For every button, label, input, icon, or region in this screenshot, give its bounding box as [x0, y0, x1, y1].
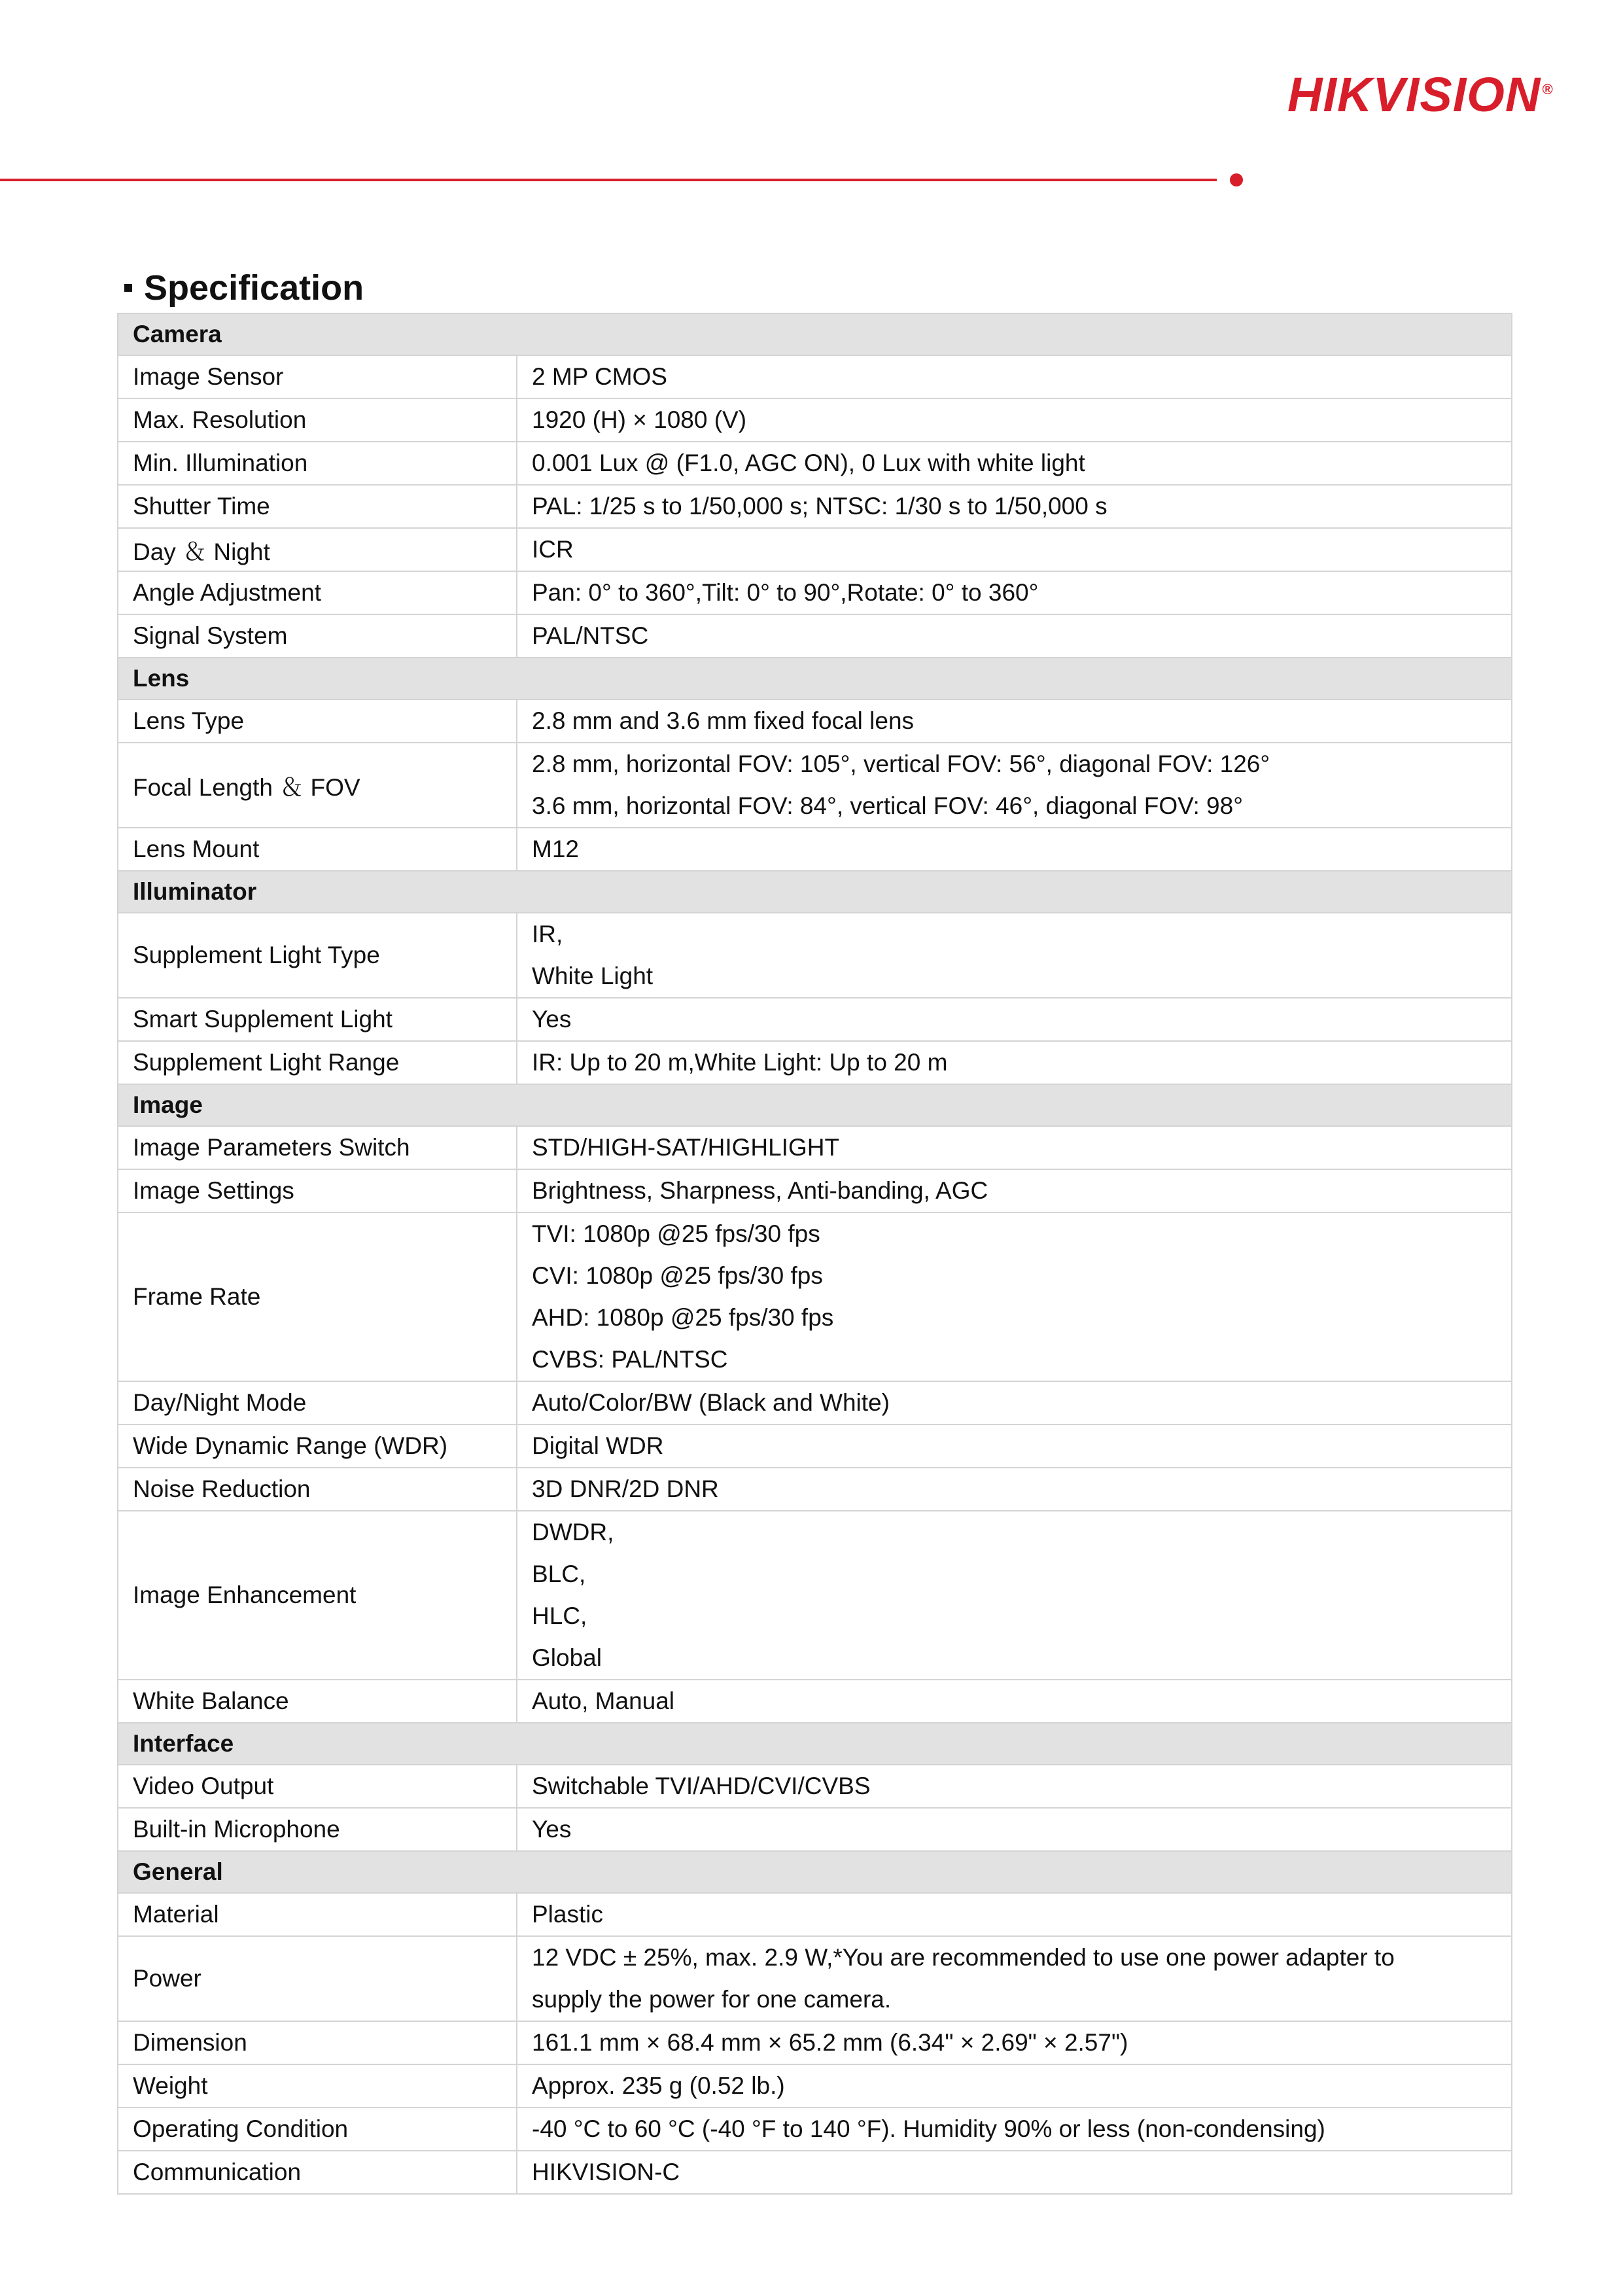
spec-value	[517, 1893, 1512, 1936]
table-row	[118, 1808, 1512, 1851]
spec-label: Material	[118, 1893, 517, 1936]
spec-value	[517, 1511, 1512, 1680]
spec-label: Day ＆ Night	[118, 528, 517, 571]
spec-value	[517, 2021, 1512, 2064]
spec-value-line: STD/HIGH-SAT/HIGHLIGHT	[532, 1134, 840, 1161]
table-row	[118, 1381, 1512, 1424]
table-row	[118, 1893, 1512, 1936]
spec-value-line: Auto/Color/BW (Black and White)	[532, 1389, 890, 1416]
spec-value	[517, 1381, 1512, 1424]
spec-value-line: 161.1 mm × 68.4 mm × 65.2 mm (6.34" × 2.69" × 2.57")	[532, 2029, 1128, 2056]
spec-value-line: -40 °C to 60 °C (-40 °F to 140 °F). Humidity 90% or less (non-condensing)	[532, 2115, 1325, 2142]
spec-value	[517, 828, 1512, 871]
spec-value-line: 1920 (H) × 1080 (V)	[532, 406, 747, 433]
spec-value-line: M12	[532, 836, 579, 862]
spec-label: Power	[118, 1936, 517, 2021]
spec-value	[517, 699, 1512, 743]
spec-label: Smart Supplement Light	[118, 998, 517, 1041]
spec-value-line: 2.8 mm, horizontal FOV: 105°, vertical FOV: 56°, diagonal FOV: 126°	[532, 751, 1270, 777]
section-header-row	[118, 1084, 1512, 1126]
table-row	[118, 571, 1512, 614]
section-title: Illuminator	[118, 871, 1512, 913]
logo-text: HIKVISION	[1287, 67, 1541, 122]
spec-label: Max. Resolution	[118, 398, 517, 442]
spec-label: Signal System	[118, 614, 517, 658]
spec-value-line: Yes	[532, 1006, 572, 1033]
spec-label: Weight	[118, 2064, 517, 2108]
spec-label: White Balance	[118, 1680, 517, 1723]
spec-value-line: supply the power for one camera.	[532, 1986, 892, 2013]
spec-label: Angle Adjustment	[118, 571, 517, 614]
spec-value	[517, 355, 1512, 398]
page-title-text: Specification	[144, 268, 364, 308]
spec-value-line: Plastic	[532, 1901, 603, 1928]
spec-value-line: 12 VDC ± 25%, max. 2.9 W,*You are recommended to use one power adapter to	[532, 1944, 1395, 1971]
spec-label: Frame Rate	[118, 1212, 517, 1381]
spec-label: Day/Night Mode	[118, 1381, 517, 1424]
square-bullet-icon	[124, 284, 132, 292]
spec-value	[517, 528, 1512, 571]
section-header-row	[118, 658, 1512, 699]
spec-value-line: CVI: 1080p @25 fps/30 fps	[532, 1262, 823, 1289]
table-row	[118, 2021, 1512, 2064]
spec-value-line: TVI: 1080p @25 fps/30 fps	[532, 1220, 820, 1247]
table-row	[118, 913, 1512, 998]
spec-value-line: White Light	[532, 963, 654, 989]
spec-value	[517, 1765, 1512, 1808]
spec-value-line: AHD: 1080p @25 fps/30 fps	[532, 1304, 834, 1331]
table-row	[118, 1424, 1512, 1468]
spec-value-line: Digital WDR	[532, 1432, 664, 1459]
section-title: Lens	[118, 658, 1512, 699]
table-row	[118, 1212, 1512, 1381]
spec-label: Min. Illumination	[118, 442, 517, 485]
section-header-row	[118, 313, 1512, 355]
section-title: General	[118, 1851, 1512, 1893]
spec-value-line: Auto, Manual	[532, 1687, 675, 1714]
spec-value	[517, 1126, 1512, 1169]
table-row	[118, 699, 1512, 743]
spec-value	[517, 1041, 1512, 1084]
spec-label: Lens Type	[118, 699, 517, 743]
spec-label: Image Parameters Switch	[118, 1126, 517, 1169]
table-row	[118, 1680, 1512, 1723]
spec-label: Video Output	[118, 1765, 517, 1808]
spec-label: Dimension	[118, 2021, 517, 2064]
spec-value-line: PAL/NTSC	[532, 622, 649, 649]
spec-value	[517, 998, 1512, 1041]
spec-label: Supplement Light Range	[118, 1041, 517, 1084]
spec-value	[517, 743, 1512, 828]
table-row	[118, 1511, 1512, 1680]
registered-mark: ®	[1542, 81, 1554, 98]
spec-label: Noise Reduction	[118, 1468, 517, 1511]
spec-value	[517, 2151, 1512, 2194]
spec-value-line: HIKVISION-C	[532, 2159, 680, 2185]
spec-value	[517, 2108, 1512, 2151]
spec-value	[517, 1169, 1512, 1212]
spec-value-line: DWDR,	[532, 1519, 614, 1545]
table-row	[118, 398, 1512, 442]
table-row	[118, 1041, 1512, 1084]
spec-value	[517, 913, 1512, 998]
spec-label: Operating Condition	[118, 2108, 517, 2151]
spec-value-line: CVBS: PAL/NTSC	[532, 1346, 728, 1373]
spec-label: Image Settings	[118, 1169, 517, 1212]
spec-value	[517, 1680, 1512, 1723]
spec-value	[517, 1468, 1512, 1511]
table-row	[118, 355, 1512, 398]
spec-value-line: Switchable TVI/AHD/CVI/CVBS	[532, 1773, 871, 1799]
table-row	[118, 485, 1512, 528]
table-row	[118, 528, 1512, 571]
spec-value	[517, 442, 1512, 485]
section-header-row	[118, 871, 1512, 913]
hikvision-logo	[1287, 67, 1554, 122]
table-row	[118, 2064, 1512, 2108]
header-divider	[0, 179, 1217, 181]
section-header-row	[118, 1723, 1512, 1765]
spec-label: Wide Dynamic Range (WDR)	[118, 1424, 517, 1468]
spec-value-line: PAL: 1/25 s to 1/50,000 s; NTSC: 1/30 s to 1/50,000 s	[532, 493, 1108, 520]
spec-label: Built-in Microphone	[118, 1808, 517, 1851]
section-title: Interface	[118, 1723, 1512, 1765]
table-row	[118, 1126, 1512, 1169]
spec-value	[517, 398, 1512, 442]
spec-value	[517, 1424, 1512, 1468]
section-title: Camera	[118, 313, 1512, 355]
spec-value-line: IR: Up to 20 m,White Light: Up to 20 m	[532, 1049, 948, 1076]
section-header-row	[118, 1851, 1512, 1893]
spec-value-line: HLC,	[532, 1602, 587, 1629]
spec-value	[517, 2064, 1512, 2108]
spec-value	[517, 485, 1512, 528]
spec-label: Image Enhancement	[118, 1511, 517, 1680]
spec-value-line: ICR	[532, 536, 574, 563]
spec-value	[517, 571, 1512, 614]
spec-value-line: Yes	[532, 1816, 572, 1843]
spec-value-line: 2.8 mm and 3.6 mm fixed focal lens	[532, 707, 915, 734]
spec-value	[517, 1936, 1512, 2021]
section-title: Image	[118, 1084, 1512, 1126]
table-row	[118, 614, 1512, 658]
spec-value	[517, 614, 1512, 658]
spec-value-line: Global	[532, 1644, 602, 1671]
table-row	[118, 1468, 1512, 1511]
table-row	[118, 743, 1512, 828]
table-row	[118, 1169, 1512, 1212]
table-row	[118, 998, 1512, 1041]
spec-value-line: Approx. 235 g (0.52 lb.)	[532, 2072, 785, 2099]
spec-value-line: IR,	[532, 921, 563, 947]
spec-label: Shutter Time	[118, 485, 517, 528]
header-divider-dot	[1230, 173, 1243, 186]
table-row	[118, 442, 1512, 485]
spec-label: Focal Length ＆ FOV	[118, 743, 517, 828]
table-row	[118, 1765, 1512, 1808]
spec-value-line: 3D DNR/2D DNR	[532, 1475, 719, 1502]
table-row	[118, 2108, 1512, 2151]
page-title	[124, 265, 364, 311]
table-row	[118, 1936, 1512, 2021]
table-row	[118, 828, 1512, 871]
spec-label: Communication	[118, 2151, 517, 2194]
specification-table	[117, 313, 1512, 2195]
spec-value-line: 0.001 Lux @ (F1.0, AGC ON), 0 Lux with white light	[532, 450, 1085, 476]
spec-value-line: Pan: 0° to 360°,Tilt: 0° to 90°,Rotate: 0° to 360°	[532, 579, 1039, 606]
spec-value	[517, 1808, 1512, 1851]
spec-value-line: 2 MP CMOS	[532, 363, 667, 390]
spec-value-line: 3.6 mm, horizontal FOV: 84°, vertical FOV: 46°, diagonal FOV: 98°	[532, 792, 1244, 819]
spec-value	[517, 1212, 1512, 1381]
spec-label: Lens Mount	[118, 828, 517, 871]
spec-value-line: BLC,	[532, 1561, 586, 1587]
spec-label: Supplement Light Type	[118, 913, 517, 998]
table-row	[118, 2151, 1512, 2194]
spec-label: Image Sensor	[118, 355, 517, 398]
spec-value-line: Brightness, Sharpness, Anti-banding, AGC	[532, 1177, 988, 1204]
